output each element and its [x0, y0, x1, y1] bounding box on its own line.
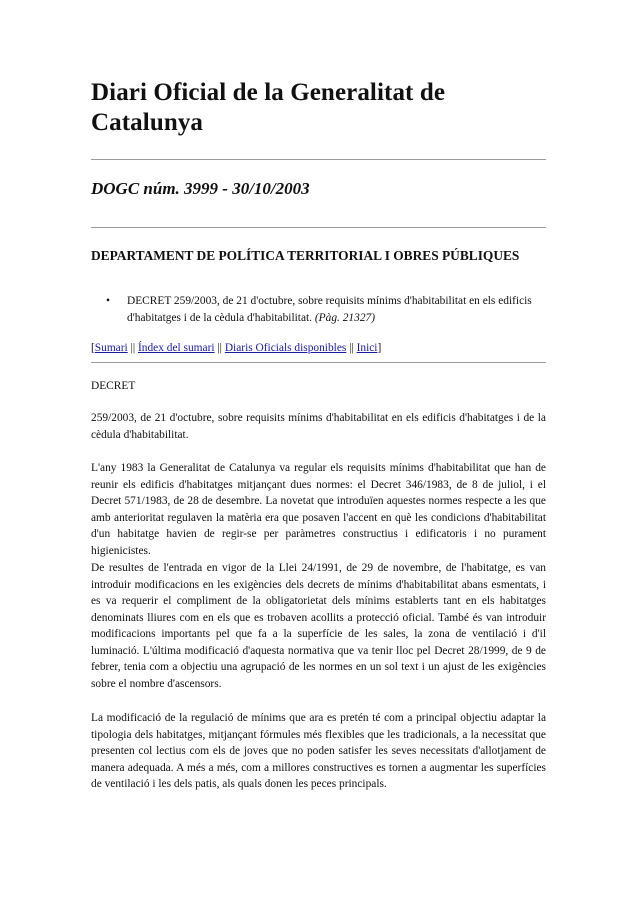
navigation-links: [91, 340, 381, 356]
nav-separator: ||: [217, 342, 222, 354]
divider: [91, 159, 546, 160]
decree-title-paragraph: 259/2003, de 21 d'octubre, sobre requisits mínims d'habitabilitat en els edificis d'habitatges i de la cèdula d'habitabilitat.: [91, 412, 546, 441]
decree-label: DECRET: [91, 380, 136, 392]
summary-item-text: DECRET 259/2003, de 21 d'octubre, sobre requisits mínims d'habitabilitat en els edificis d'habitatges i de la cèdula d'habitabilitat.: [127, 295, 532, 324]
nav-link-diaris-disponibles[interactable]: Diaris Oficials disponibles: [224, 342, 347, 354]
divider: [91, 362, 546, 363]
nav-link-inici[interactable]: Inici: [356, 342, 378, 354]
body-paragraph: L'any 1983 la Generalitat de Catalunya va regular els requisits mínims d'habitabilitat que han de reunir els edificis d'habitatges mitjançant dues normes: el Decret 346/1983, de 8 de juliol, i el Decret 571/1983, de 28 de desembre. La novetat que introduïen aquestes normes respecte a les que amb anterioritat regulaven la matèria era que posaven l'accent en què les condicions d'habitabilitat d'un habitatge havien de regir-se per paràmetres constructius i edificatoris i no purament higienicistes.: [91, 462, 546, 557]
divider: [91, 227, 546, 228]
nav-separator: ||: [130, 342, 136, 354]
nav-link-index-sumari[interactable]: Índex del sumari: [137, 342, 215, 354]
page-reference: (Pàg. 21327): [314, 312, 375, 324]
body-paragraph: La modificació de la regulació de mínims que ara es pretén té com a principal objectiu adaptar la tipologia dels habitatges, mitjançant fórmules més flexibles que les tradicionals, a la necessitat que presenten col lectius com els de joves que no poden satisfer les seves necessitats d'allotjament de manera adequada. A més a més, com a millores constructives es tornen a augmentar les superfícies de ventilació i les dels patis, als quals donen les peces principals.: [91, 712, 546, 790]
body-paragraph: De resultes de l'entrada en vigor de la Llei 24/1991, de 29 de novembre, de l'habitatge, es van introduir modificacions en les exigències dels decrets de mínims d'habitabilitat abans esmentats, i es va requerir el compliment de la obligatorietat dels mínims establerts tant en els habitatges denominats lliures com en els que es trobaven acollits a protecció oficial. També és van introduir modificacions importants pel que fa a la superfície de les sales, la zona de ventilació i d'il luminació. L'última modificació d'aquesta normativa que va tenir lloc pel Decret 28/1999, de 9 de febrer, tenia com a objectiu una agrupació de les normes en un sol text i un ajust de les exigències sobre el nombre d'ascensors.: [91, 562, 546, 690]
issue-heading: DOGC núm. 3999 - 30/10/2003: [91, 179, 310, 198]
summary-list: [91, 293, 546, 327]
nav-link-sumari[interactable]: Sumari: [94, 342, 128, 354]
page-title: Diari Oficial de la Generalitat de Catalunya: [91, 79, 446, 136]
bullet-icon: •: [106, 295, 110, 307]
department-heading: DEPARTAMENT DE POLÍTICA TERRITORIAL I OBRES PÚBLIQUES: [91, 248, 520, 263]
list-item: [91, 293, 546, 327]
nav-bracket-open: [: [91, 342, 95, 354]
nav-bracket-close: ]: [377, 342, 382, 354]
nav-separator: ||: [349, 342, 354, 354]
